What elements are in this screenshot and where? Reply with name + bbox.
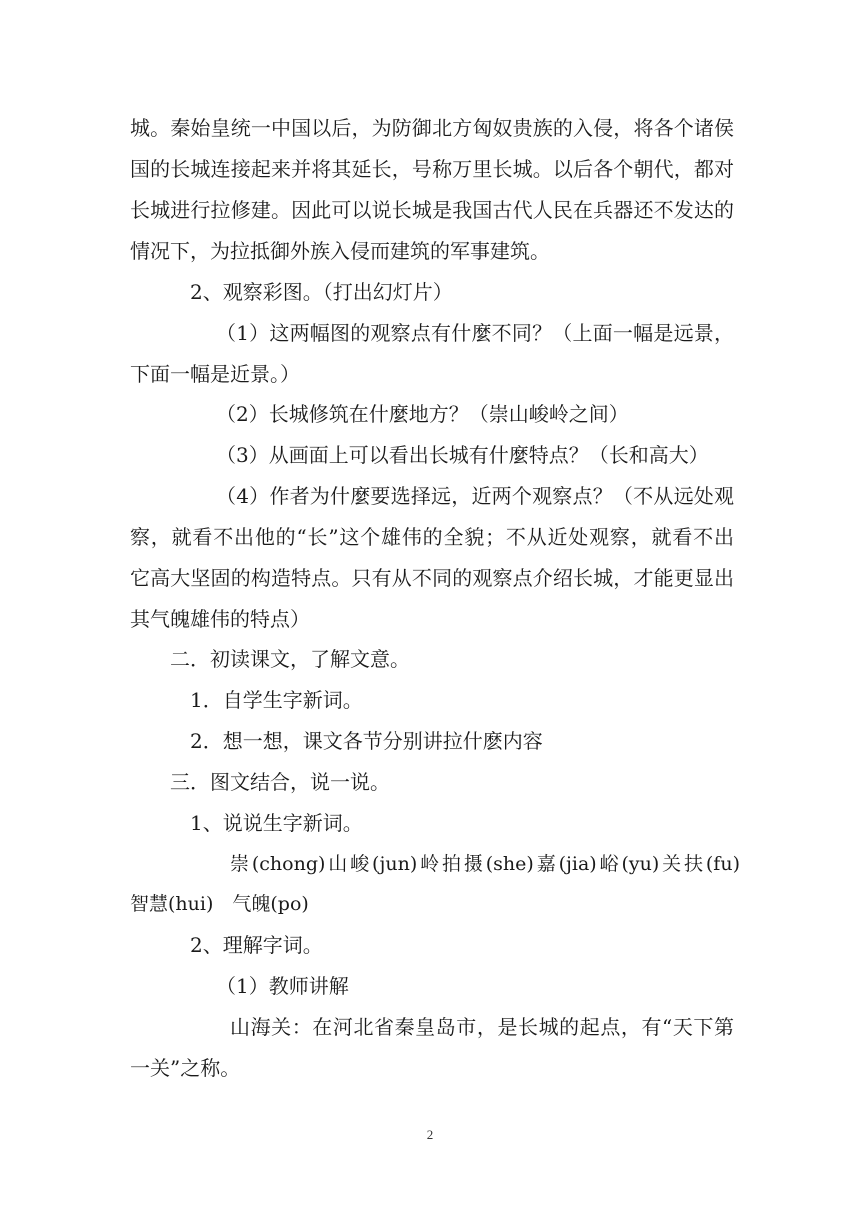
text-line: 城。秦始皇统一中国以后，为防御北方匈奴贵族的入侵，将各个诸侯 — [130, 116, 734, 140]
section-heading: 1、说说生字新词。 — [190, 811, 363, 835]
text-line: 其气魄雄伟的特点） — [130, 607, 310, 631]
definition-line: 山海关：在河北省秦皇岛市，是长城的起点，有“天下第 — [230, 1015, 734, 1039]
question-item: （3）从画面上可以看出长城有什麼特点？（长和高大） — [216, 443, 709, 467]
text-line: 情况下，为拉抵御外族入侵而建筑的军事建筑。 — [130, 239, 550, 263]
text-line: 察，就看不出他的“长”这个雄伟的全貌；不从近处观察，就看不出 — [130, 525, 734, 549]
question-item: （1）这两幅图的观察点有什麼不同？（上面一幅是远景， — [216, 321, 734, 345]
section-heading: 2、理解字词。 — [190, 933, 323, 957]
question-item: （4）作者为什麼要选择远，近两个观察点？（不从远处观 — [216, 484, 734, 508]
section-heading: 三．图文结合，说一说。 — [170, 770, 390, 794]
page-number: 2 — [426, 1127, 434, 1142]
subsection-heading: （1）教师讲解 — [216, 974, 349, 998]
vocabulary-line: 智慧(hui) 气魄(po) — [130, 893, 309, 915]
text-line: 国的长城连接起来并将其延长，号称万里长城。以后各个朝代，都对 — [130, 157, 734, 181]
section-heading: 二．初读课文，了解文意。 — [170, 647, 410, 671]
vocabulary-line: 崇(chong)山峻(jun)岭拍摄(she)嘉(jia)峪(yu)关扶(fu) — [230, 853, 740, 875]
text-line: 下面一幅是近景。） — [130, 362, 300, 386]
list-item: 1．自学生字新词。 — [190, 688, 363, 712]
question-item: （2）长城修筑在什麼地方？（崇山峻岭之间） — [216, 402, 629, 426]
list-item: 2．想一想，课文各节分别讲拉什麽内容 — [190, 729, 543, 753]
text-line: 长城进行拉修建。因此可以说长城是我国古代人民在兵器还不发达的 — [130, 198, 734, 222]
definition-line: 一关”之称。 — [130, 1056, 241, 1080]
section-heading: 2、观察彩图。（打出幻灯片） — [190, 280, 453, 304]
text-line: 它高大坚固的构造特点。只有从不同的观察点介绍长城，才能更显出 — [130, 566, 734, 590]
